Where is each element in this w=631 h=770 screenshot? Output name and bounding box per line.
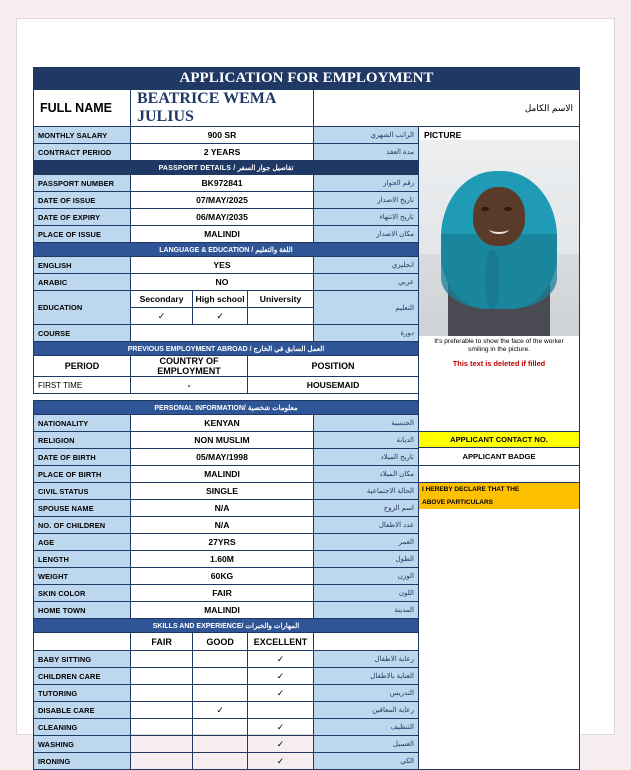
civil-status-label: CIVIL STATUS [34,483,131,500]
age-label: AGE [34,534,131,551]
skill-fair-disable-care[interactable] [131,702,193,719]
period-value[interactable]: FIRST TIME [34,377,131,394]
no-of-children-label: NO. OF CHILDREN [34,517,131,534]
position-value[interactable]: HOUSEMAID [248,377,419,394]
date-of-birth-arabic: تاريخ الميلاد [314,449,419,466]
nationality-label: NATIONALITY [34,415,131,432]
nationality-value[interactable]: KENYAN [131,415,314,432]
header-fair: FAIR [131,633,193,651]
skill-fair-baby-sitting[interactable] [131,651,193,668]
declare-line-1: I HEREBY DECLARE THAT THE [419,482,579,496]
date-of-expiry-label: DATE OF EXPIRY [34,209,131,226]
skill-fair-tutoring[interactable] [131,685,193,702]
skill-good-tutoring[interactable] [193,685,248,702]
header-good: GOOD [193,633,248,651]
contract-period-arabic: مدة العقد [314,144,419,161]
skin-color-arabic: اللون [314,585,419,602]
education-option-highschool[interactable]: High school [193,291,248,308]
place-of-birth-arabic: مكان الميلاد [314,466,419,483]
civil-status-value[interactable]: SINGLE [131,483,314,500]
picture-red-note: This text is deleted if filled [452,359,546,369]
date-of-expiry-arabic: تاريخ الانتهاء [314,209,419,226]
application-form [33,67,580,770]
country-value[interactable]: - [131,377,248,394]
header-position: POSITION [248,356,419,377]
length-arabic: الطول [314,551,419,568]
english-value[interactable]: YES [131,257,314,274]
skills-section-label: SKILLS AND EXPERIENCE/ المهارات والخبرات [34,619,419,633]
skill-arabic-disable-care: رعاية المعاقين [314,702,419,719]
contract-period-value[interactable]: 2 YEARS [131,144,314,161]
place-of-issue-label: PLACE OF ISSUE [34,226,131,243]
skill-label-ironing: IRONING [34,753,131,770]
education-label: EDUCATION [34,291,131,325]
passport-section-label: PASSPORT DETAILS / تفاصيل جواز السفر [34,161,419,175]
skill-label-cleaning: CLEANING [34,719,131,736]
weight-label: WEIGHT [34,568,131,585]
skill-fair-washing[interactable] [131,736,193,753]
applicant-contact-label: APPLICANT CONTACT NO. [419,431,579,448]
monthly-salary-arabic: الراتب الشهري [314,127,419,144]
weight-arabic: الوزن [314,568,419,585]
date-of-expiry-value[interactable]: 06/MAY/2035 [131,209,314,226]
header-excellent: EXCELLENT [248,633,314,651]
form-title-row [34,68,580,90]
picture-note: It's preferable to show the face of the worker smiling in the picture. [434,338,564,354]
skill-good-children-care[interactable] [193,668,248,685]
document-page [16,18,615,766]
place-of-birth-label: PLACE OF BIRTH [34,466,131,483]
previous-employment-section-label: PREVIOUS EMPLOYMENT ABROAD / العمل السابق في الخارج [34,342,419,356]
civil-status-arabic: الحالة الاجتماعية [314,483,419,500]
arabic-arabic: عربي [314,274,419,291]
education-check-university[interactable] [248,308,314,325]
skill-excellent-cleaning[interactable]: ✓ [248,719,314,736]
skill-fair-children-care[interactable] [131,668,193,685]
skill-fair-cleaning[interactable] [131,719,193,736]
date-of-birth-label: DATE OF BIRTH [34,449,131,466]
skill-excellent-baby-sitting[interactable]: ✓ [248,651,314,668]
applicant-photo [419,140,579,336]
place-of-birth-value[interactable]: MALINDI [131,466,314,483]
header-country: COUNTRY OF EMPLOYMENT [131,356,248,377]
skill-arabic-baby-sitting: رعاية الاطفال [314,651,419,668]
declare-line-2: ABOVE PARTICULARS [419,496,579,509]
skill-label-tutoring: TUTORING [34,685,131,702]
skill-excellent-disable-care[interactable] [248,702,314,719]
monthly-salary-label: MONTHLY SALARY [34,127,131,144]
age-arabic: العمر [314,534,419,551]
personal-section-label: PERSONAL INFORMATION/ معلومات شخصية [34,401,419,415]
fullname-label: FULL NAME [34,90,131,127]
place-of-issue-arabic: مكان الاصدار [314,226,419,243]
english-label: ENGLISH [34,257,131,274]
fullname-value[interactable]: BEATRICE WEMA JULIUS [131,90,314,127]
religion-arabic: الديانة [314,432,419,449]
skill-label-baby-sitting: BABY SITTING [34,651,131,668]
education-check-highschool[interactable]: ✓ [193,308,248,325]
spouse-name-value[interactable]: N/A [131,500,314,517]
skill-good-baby-sitting[interactable] [193,651,248,668]
education-option-university[interactable]: University [248,291,314,308]
skill-excellent-children-care[interactable]: ✓ [248,668,314,685]
monthly-salary-value[interactable]: 900 SR [131,127,314,144]
arabic-value[interactable]: NO [131,274,314,291]
course-value[interactable] [131,325,314,342]
religion-label: RELIGION [34,432,131,449]
passport-number-label: PASSPORT NUMBER [34,175,131,192]
arabic-label: ARABIC [34,274,131,291]
passport-number-value[interactable]: BK972841 [131,175,314,192]
date-of-issue-value[interactable]: 07/MAY/2025 [131,192,314,209]
passport-number-arabic: رقم الجواز [314,175,419,192]
picture-label: PICTURE [424,130,462,140]
applicant-badge-label: APPLICANT BADGE [419,448,579,466]
contract-period-label: CONTRACT PERIOD [34,144,131,161]
english-arabic: انجليزي [314,257,419,274]
education-option-secondary[interactable]: Secondary [131,291,193,308]
spouse-name-arabic: اسم الزوج [314,500,419,517]
education-check-secondary[interactable]: ✓ [131,308,193,325]
skill-arabic-children-care: العناية بالاطفال [314,668,419,685]
skill-label-children-care: CHILDREN CARE [34,668,131,685]
monthly-salary-row [34,127,580,144]
skill-label-disable-care: DISABLE CARE [34,702,131,719]
no-of-children-arabic: عدد الاطفال [314,517,419,534]
spouse-name-label: SPOUSE NAME [34,500,131,517]
skill-arabic-ironing: الكي [314,753,419,770]
education-arabic: التعليم [314,291,419,325]
date-of-issue-arabic: تاريخ الاصدار [314,192,419,209]
religion-value[interactable]: NON MUSLIM [131,432,314,449]
header-period: PERIOD [34,356,131,377]
skin-color-value[interactable]: FAIR [131,585,314,602]
no-of-children-value[interactable]: N/A [131,517,314,534]
form-table [33,67,580,770]
home-town-arabic: المدينة [314,602,419,619]
skill-good-washing[interactable] [193,736,248,753]
skill-arabic-washing: الغسيل [314,736,419,753]
skill-label-washing: WASHING [34,736,131,753]
skin-color-label: SKIN COLOR [34,585,131,602]
page-title: APPLICATION FOR EMPLOYMENT [34,68,580,90]
picture-panel [419,127,580,770]
skill-excellent-tutoring[interactable]: ✓ [248,685,314,702]
skill-arabic-tutoring: التدريس [314,685,419,702]
course-arabic: دورة [314,325,419,342]
skill-good-cleaning[interactable] [193,719,248,736]
nationality-arabic: الجنسية [314,415,419,432]
skill-good-disable-care[interactable]: ✓ [193,702,248,719]
course-label: COURSE [34,325,131,342]
skill-excellent-ironing[interactable]: ✓ [248,753,314,770]
fullname-arabic: الاسم الكامل [314,90,580,127]
age-value[interactable]: 27YRS [131,534,314,551]
place-of-issue-value[interactable]: MALINDI [131,226,314,243]
language-education-section-label: LANGUAGE & EDUCATION / اللغة والتعليم [34,243,419,257]
skill-fair-ironing[interactable] [131,753,193,770]
skill-excellent-washing[interactable]: ✓ [248,736,314,753]
length-label: LENGTH [34,551,131,568]
weight-value[interactable]: 60KG [131,568,314,585]
home-town-value[interactable]: MALINDI [131,602,314,619]
skill-arabic-cleaning: التنظيف [314,719,419,736]
date-of-birth-value[interactable]: 05/MAY/1998 [131,449,314,466]
length-value[interactable]: 1.60M [131,551,314,568]
date-of-issue-label: DATE OF ISSUE [34,192,131,209]
fullname-row [34,90,580,127]
skill-good-ironing[interactable] [193,753,248,770]
home-town-label: HOME TOWN [34,602,131,619]
